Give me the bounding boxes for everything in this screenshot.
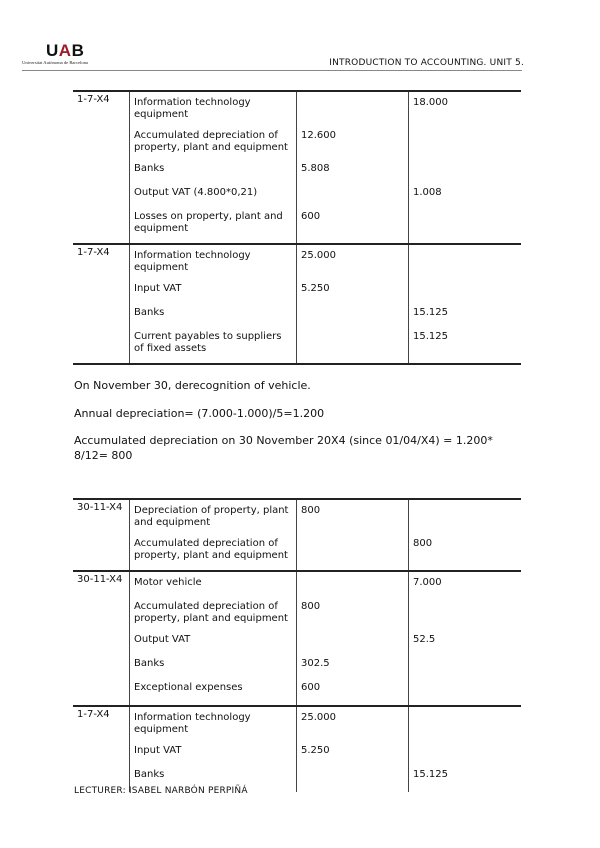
credit-amount [413,280,517,295]
journal-table-1 [73,90,521,365]
account-name: Accumulated depreciation of property, plant and equipment [134,538,288,561]
credit-amount [413,502,517,529]
debit-amount [301,94,404,121]
account-name: Banks [134,658,165,669]
paragraph-derecognition: On November 30, derecognition of vehicle. [74,379,311,392]
university-logo [22,42,112,65]
entry-date: 30-11-X4 [73,499,130,571]
credit-amount [413,742,517,757]
debit-amount [301,304,404,319]
header-divider [22,70,522,71]
account-name: Information technology equipment [134,250,251,273]
entry-accounts [130,571,297,706]
debit-amount: 25.000 [301,712,336,723]
entry-accounts [130,244,297,364]
debit-amount [301,328,404,355]
entry-credits [409,91,522,244]
entry-date: 1-7-X4 [73,91,130,244]
entry-credits [409,706,522,792]
entry-accounts [130,706,297,792]
account-name: Banks [134,769,165,780]
account-name: Information technology equipment [134,97,251,120]
entry-debits [297,91,409,244]
credit-amount [413,247,517,274]
credit-amount [413,655,517,670]
entry-debits [297,706,409,792]
debit-amount [301,535,404,562]
entry-accounts [130,91,297,244]
debit-amount: 25.000 [301,250,336,261]
entry-accounts [130,499,297,571]
debit-amount: 600 [301,211,321,222]
credit-amount [413,208,517,235]
entry-credits [409,571,522,706]
debit-amount: 302.5 [301,658,330,669]
account-name: Banks [134,163,165,174]
entry-credits [409,244,522,364]
journal-entry [73,244,521,364]
debit-amount: 5.808 [301,163,330,174]
paragraph-accumulated-depreciation: Accumulated depreciation on 30 November 20X4 (since 01/04/X4) = 1.200* 8/12= 800 [74,434,493,462]
entry-date: 1-7-X4 [73,706,130,792]
document-header-title: INTRODUCTION TO ACCOUNTING. UNIT 5. [329,58,524,68]
credit-amount [413,679,517,694]
debit-amount: 600 [301,682,321,693]
debit-amount [301,766,404,781]
logo-mark: UAB [46,41,85,60]
debit-amount [301,631,404,646]
account-name: Losses on property, plant and equipment [134,211,283,234]
entry-date: 1-7-X4 [73,244,130,364]
lecturer-footer: LECTURER: ISABEL NARBÓN PERPIÑÁ [74,786,248,796]
credit-amount: 1.008 [413,187,442,198]
paragraph-annual-depreciation: Annual depreciation= (7.000-1.000)/5=1.200 [74,407,325,420]
credit-amount: 15.125 [413,307,448,318]
credit-amount: 52.5 [413,634,436,645]
account-name: Motor vehicle [134,577,202,588]
account-name: Exceptional expenses [134,682,243,693]
account-name: Input VAT [134,283,182,294]
account-name: Depreciation of property, plant and equipment [134,505,289,528]
journal-entry [73,91,521,244]
journal-entry [73,499,521,571]
journal-entry [73,706,521,792]
journal-entry [73,571,521,706]
credit-amount [413,160,517,175]
entry-debits [297,571,409,706]
entry-debits [297,499,409,571]
debit-amount: 800 [301,505,321,516]
debit-amount: 5.250 [301,283,330,294]
entry-debits [297,244,409,364]
credit-amount: 15.125 [413,769,448,780]
credit-amount: 7.000 [413,577,442,588]
entry-credits [409,499,522,571]
account-name: Accumulated depreciation of property, plant and equipment [134,130,288,153]
account-name: Banks [134,307,165,318]
credit-amount: 800 [413,538,433,549]
credit-amount [413,709,517,736]
account-name: Accumulated depreciation of property, plant and equipment [134,601,288,624]
credit-amount: 18.000 [413,97,448,108]
journal-table-2 [73,498,521,792]
debit-amount: 5.250 [301,745,330,756]
account-name: Output VAT (4.800*0,21) [134,187,258,198]
account-name: Input VAT [134,745,182,756]
account-name: Output VAT [134,634,191,645]
account-name: Current payables to suppliers of fixed assets [134,331,282,354]
account-name: Information technology equipment [134,712,251,735]
logo-subtitle: Universitat Autònoma de Barcelona [22,60,88,65]
entry-date: 30-11-X4 [73,571,130,706]
debit-amount: 12.600 [301,130,336,141]
credit-amount: 15.125 [413,331,448,342]
debit-amount: 800 [301,601,321,612]
debit-amount [301,574,404,589]
credit-amount [413,598,517,625]
credit-amount [413,127,517,154]
debit-amount [301,184,404,199]
